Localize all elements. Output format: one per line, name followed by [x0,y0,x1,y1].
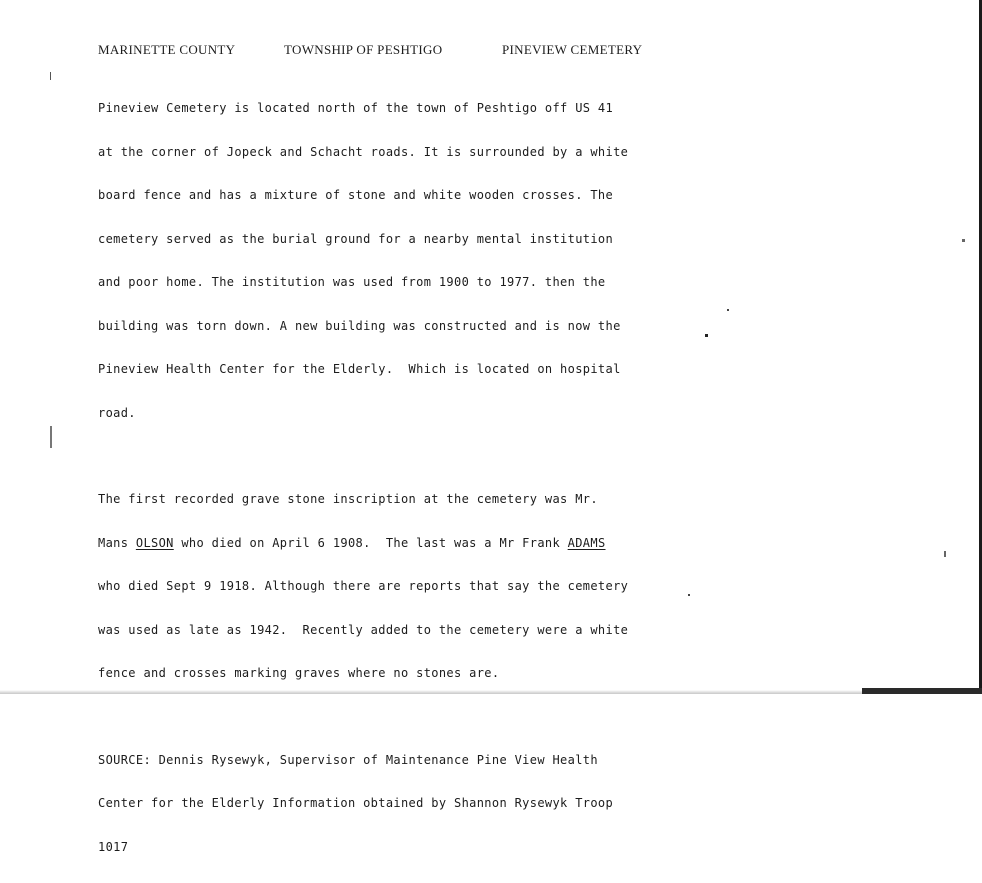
header-township: TOWNSHIP OF PESHTIGO [284,42,442,58]
scan-edge-corner [862,688,982,694]
document-header [98,42,718,58]
paragraph-source [98,724,718,883]
text-line: 1017 [98,840,718,855]
text-line: who died Sept 9 1918. Although there are reports that say the cemetery [98,579,718,594]
text-line: and poor home. The institution was used from 1900 to 1977. then the [98,275,718,290]
text-line: cemetery served as the burial ground for a nearby mental institution [98,232,718,247]
text-line: was used as late as 1942. Recently added to the cemetery were a white [98,623,718,638]
text-line [98,536,718,551]
text-line: building was torn down. A new building was constructed and is now the [98,319,718,334]
paragraph-description [98,72,718,449]
header-cemetery: PINEVIEW CEMETERY [502,42,642,58]
text-line: fence and crosses marking graves where no stones are. [98,666,718,681]
text-line: Pineview Health Center for the Elderly. Which is located on hospital [98,362,718,377]
text-segment: who died on April 6 1908. The last was a Mr Frank [174,536,568,550]
scan-speck [962,239,965,242]
text-line: Center for the Elderly Information obtained by Shannon Rysewyk Troop [98,796,718,811]
text-line: at the corner of Jopeck and Schacht roads. It is surrounded by a white [98,145,718,160]
text-line: board fence and has a mixture of stone and white wooden crosses. The [98,188,718,203]
text-segment: Mans [98,536,136,550]
scan-speck [944,551,946,557]
scan-speck [50,426,52,448]
scan-edge-bottom [0,690,982,694]
text-line: The first recorded grave stone inscription at the cemetery was Mr. [98,492,718,507]
paragraph-inscriptions [98,463,718,710]
underlined-name-adams: ADAMS [568,536,606,550]
header-county: MARINETTE COUNTY [98,42,235,58]
text-line: Pineview Cemetery is located north of the town of Peshtigo off US 41 [98,101,718,116]
text-line: SOURCE: Dennis Rysewyk, Supervisor of Maintenance Pine View Health [98,753,718,768]
document-body [98,42,718,883]
underlined-name-olson: OLSON [136,536,174,550]
scan-speck [50,72,51,80]
scan-speck [727,309,729,311]
text-line: road. [98,406,718,421]
